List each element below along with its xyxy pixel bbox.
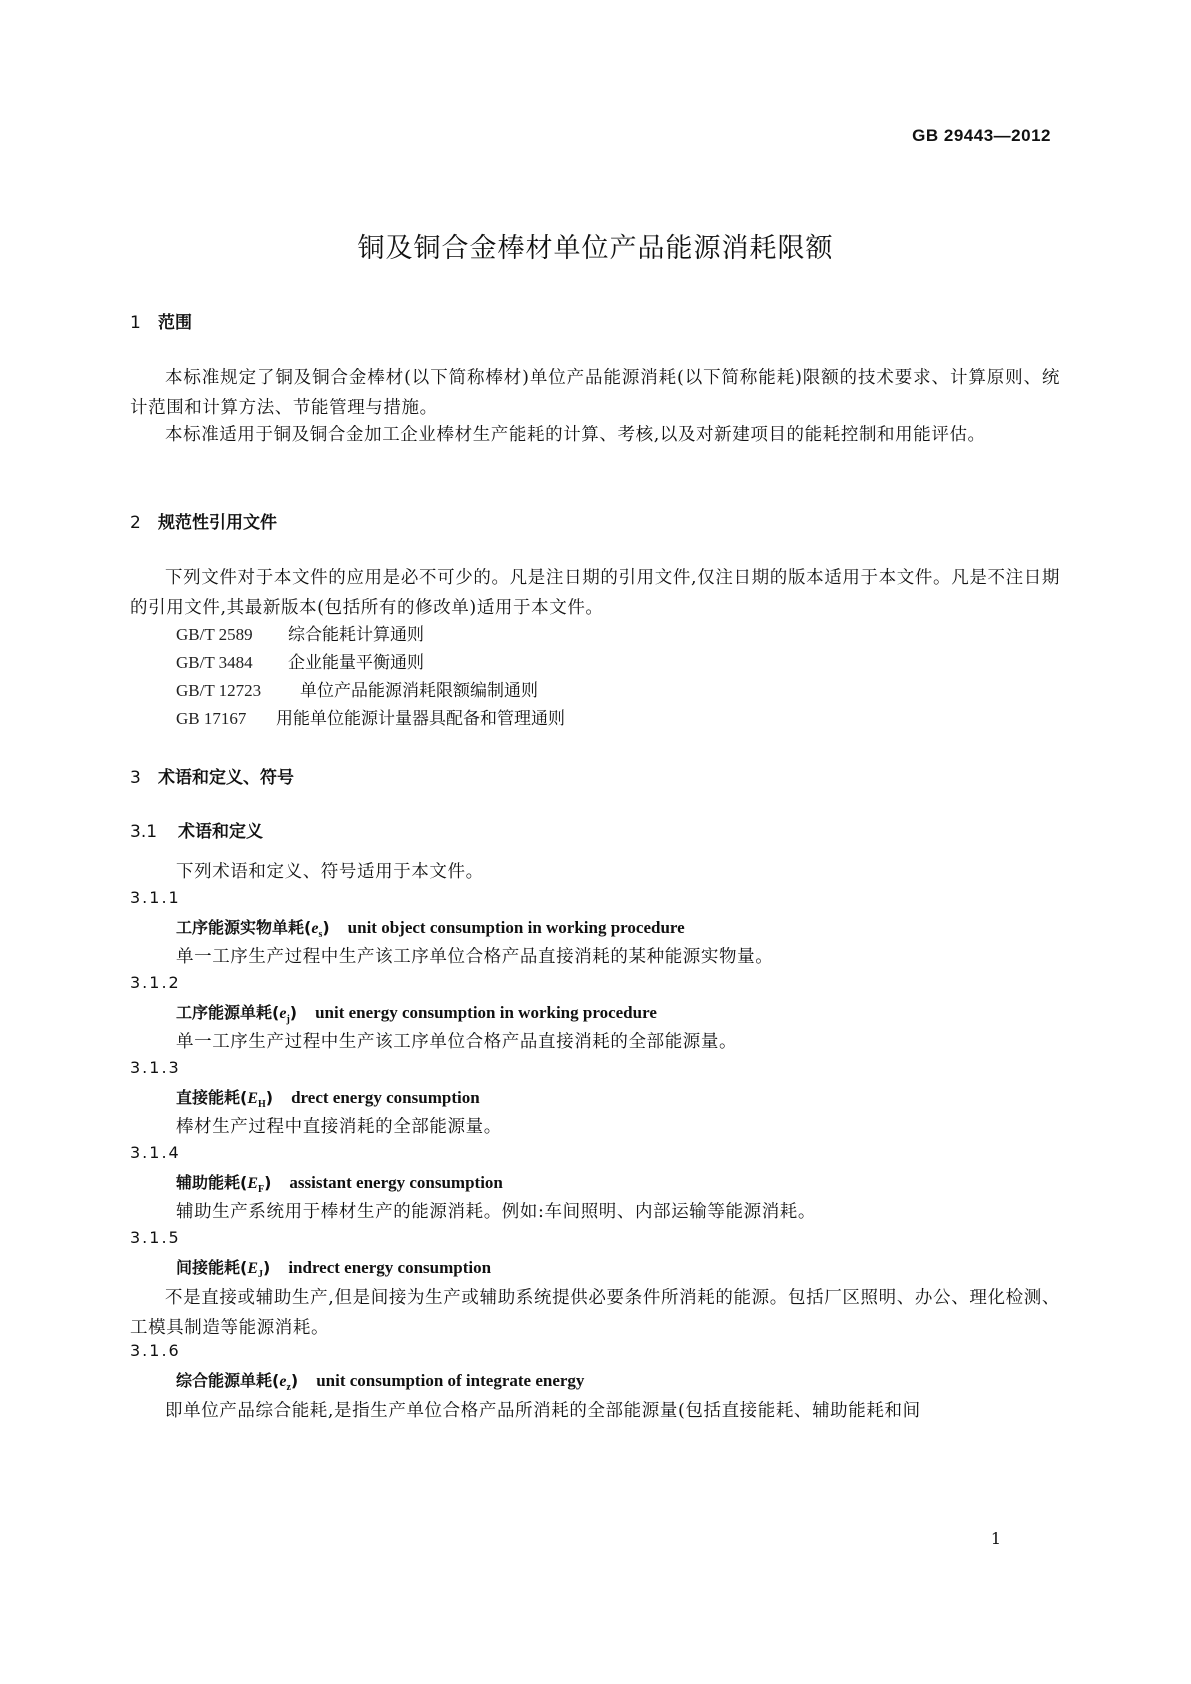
term-symbol: $e_s$ xyxy=(311,920,323,941)
term-zh: 综合能源单耗( xyxy=(176,1371,280,1390)
section-2-heading xyxy=(130,508,277,533)
clause-number: 3.1.5 xyxy=(130,1228,181,1247)
section-title: 范围 xyxy=(158,313,192,333)
reference-code: GB/T 12723 xyxy=(176,681,262,700)
term-definition: 棒材生产过程中直接消耗的全部能源量。 xyxy=(176,1117,502,1137)
section-number: 1 xyxy=(130,313,141,333)
reference-item xyxy=(176,676,538,701)
reference-code: GB/T 2589 xyxy=(176,625,253,644)
term-symbol: $e_j$ xyxy=(279,1005,290,1026)
reference-code: GB 17167 xyxy=(176,709,247,728)
term-en: unit energy consumption in working procedure xyxy=(315,1003,657,1022)
term-en: unit consumption of integrate energy xyxy=(316,1371,585,1390)
subsection-intro: 下列术语和定义、符号适用于本文件。 xyxy=(176,862,484,882)
section-number: 3 xyxy=(130,768,141,788)
reference-title: 企业能量平衡通则 xyxy=(288,653,424,673)
section-number: 2 xyxy=(130,513,141,533)
section-title: 术语和定义、符号 xyxy=(158,768,294,788)
standard-code: GB 29443—2012 xyxy=(912,126,1051,145)
term-heading xyxy=(176,1170,503,1195)
subsection-title: 术语和定义 xyxy=(178,822,263,842)
section-3-heading xyxy=(130,763,294,788)
term-heading xyxy=(176,1000,657,1025)
section-title: 规范性引用文件 xyxy=(158,513,277,533)
clause-number: 3.1.2 xyxy=(130,973,181,992)
reference-title: 用能单位能源计量器具配备和管理通则 xyxy=(276,709,565,729)
page-number: 1 xyxy=(990,1529,1001,1548)
term-paren: ) xyxy=(265,1088,274,1107)
term-definition: 即单位产品综合能耗,是指生产单位合格产品所消耗的全部能源量(包括直接能耗、辅助能耗和间 xyxy=(165,1401,921,1421)
section-1-heading xyxy=(130,308,192,333)
term-symbol: $e_z$ xyxy=(279,1373,291,1394)
term-definition: 单一工序生产过程中生产该工序单位合格产品直接消耗的某种能源实物量。 xyxy=(176,947,774,967)
term-zh: 辅助能耗( xyxy=(176,1173,248,1192)
reference-item xyxy=(176,648,424,673)
term-symbol: $E_J$ xyxy=(247,1260,263,1281)
term-heading xyxy=(176,915,685,940)
reference-title: 单位产品能源消耗限额编制通则 xyxy=(300,681,538,701)
term-paren: ) xyxy=(263,1258,271,1277)
clause-number: 3.1.4 xyxy=(130,1143,181,1162)
reference-title: 综合能耗计算通则 xyxy=(288,625,424,645)
term-symbol: $E_F$ xyxy=(247,1175,265,1196)
term-paren: ) xyxy=(289,1003,298,1022)
term-zh: 工序能源单耗( xyxy=(176,1003,280,1022)
section-1-paragraph: 本标准规定了铜及铜合金棒材(以下简称棒材)单位产品能源消耗(以下简称能耗)限额的技术要求、计算原则、统计范围和计算方法、节能管理与措施。 xyxy=(130,368,1060,418)
subsection-number: 3.1 xyxy=(130,822,158,842)
term-zh: 直接能耗( xyxy=(176,1088,248,1107)
term-en: indrect energy consumption xyxy=(288,1258,492,1277)
term-paren: ) xyxy=(290,1371,299,1390)
term-zh: 工序能源实物单耗( xyxy=(176,918,312,937)
term-en: assistant energy consumption xyxy=(289,1173,503,1192)
clause-number: 3.1.3 xyxy=(130,1058,181,1077)
clause-number: 3.1.6 xyxy=(130,1341,181,1360)
subsection-3-1-heading xyxy=(130,817,263,842)
section-1-paragraph: 本标准适用于铜及铜合金加工企业棒材生产能耗的计算、考核,以及对新建项目的能耗控制和用能评估。 xyxy=(165,425,986,445)
term-en: unit object consumption in working procedure xyxy=(347,918,685,937)
term-en: drect energy consumption xyxy=(291,1088,480,1107)
term-heading xyxy=(176,1255,491,1280)
reference-item xyxy=(176,620,424,645)
term-heading xyxy=(176,1368,584,1393)
term-definition: 单一工序生产过程中生产该工序单位合格产品直接消耗的全部能源量。 xyxy=(176,1032,738,1052)
term-definition: 辅助生产系统用于棒材生产的能源消耗。例如:车间照明、内部运输等能源消耗。 xyxy=(176,1202,816,1222)
clause-number: 3.1.1 xyxy=(130,888,181,907)
term-heading xyxy=(176,1085,480,1110)
reference-item xyxy=(176,704,565,729)
term-paren: ) xyxy=(322,918,330,937)
term-paren: ) xyxy=(264,1173,272,1192)
term-symbol: $E_H$ xyxy=(247,1090,266,1111)
section-2-intro: 下列文件对于本文件的应用是必不可少的。凡是注日期的引用文件,仅注日期的版本适用于本文件。凡是不注日期的引用文件,其最新版本(包括所有的修改单)适用于本文件。 xyxy=(130,568,1060,618)
term-definition: 不是直接或辅助生产,但是间接为生产或辅助系统提供必要条件所消耗的能源。包括厂区照明、办公、理化检测、工模具制造等能源消耗。 xyxy=(130,1288,1060,1338)
document-title: 铜及铜合金棒材单位产品能源消耗限额 xyxy=(357,233,834,264)
reference-code: GB/T 3484 xyxy=(176,653,253,672)
term-zh: 间接能耗( xyxy=(176,1258,248,1277)
